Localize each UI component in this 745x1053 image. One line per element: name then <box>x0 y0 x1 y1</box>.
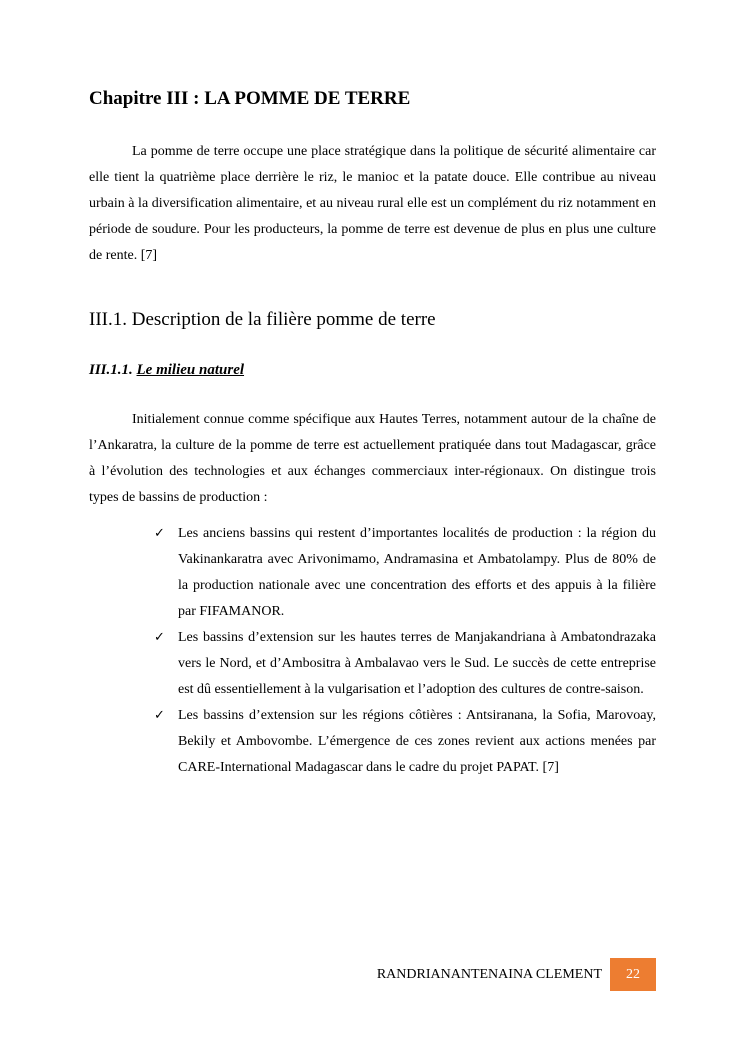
checkmark-icon: ✓ <box>154 526 165 541</box>
footer-author: RANDRIANANTENAINA CLEMENT <box>376 967 602 982</box>
milieu-naturel-paragraph: Initialement connue comme spécifique aux Hautes Terres, notamment autour de la chaîne de l’Ankaratra, la culture de la pomme de terre est actuellement pratiquée dans tout Madagascar, grâce à l’évolution des technologies et aux échanges commerciaux inter-régionaux. On distingue trois types de bassins de production : <box>89 412 656 505</box>
production-basins-list <box>154 521 656 781</box>
page-footer <box>89 958 656 991</box>
page-number-badge: 22 <box>610 958 656 991</box>
list-item-text: Les anciens bassins qui restent d’importantes localités de production : la région du Vakinankaratra avec Arivonimamo, Andramasina et Ambatolampy. Plus de 80% de la production nationale avec une concentration des efforts et des appuis à la filière par FIFAMANOR. <box>178 526 656 619</box>
subsection-title <box>89 362 244 379</box>
subsection-number: III.1.1. <box>89 362 133 378</box>
section-title: III.1. Description de la filière pomme de terre <box>89 309 436 330</box>
checkmark-icon: ✓ <box>154 630 165 645</box>
subsection-name: Le milieu naturel <box>136 362 245 378</box>
list-item-text: Les bassins d’extension sur les régions côtières : Antsiranana, la Sofia, Marovoay, Bekily et Ambovombe. L’émergence de ces zones revient aux actions menées par CARE-International Madagascar dans le cadre du projet PAPAT. [7] <box>178 708 656 775</box>
chapter-title: Chapitre III : LA POMME DE TERRE <box>89 88 411 109</box>
checkmark-icon: ✓ <box>154 708 165 723</box>
list-item <box>154 625 656 703</box>
list-item <box>154 703 656 781</box>
list-item-text: Les bassins d’extension sur les hautes terres de Manjakandriana à Ambatondrazaka vers le Nord, et d’Ambositra à Ambalavao vers le Sud. Le succès de cette entreprise est dû essentiellement à la vulgarisation et l’adoption des cultures de contre-saison. <box>178 630 656 697</box>
chapter-intro-paragraph: La pomme de terre occupe une place stratégique dans la politique de sécurité alimentaire car elle tient la quatrième place derrière le riz, le manioc et la patate douce. Elle contribue au niveau urbain à la diversification alimentaire, et au niveau rural elle est un complément du riz notamment en période de soudure. Pour les producteurs, la pomme de terre est devenue de plus en plus une culture de rente. [7] <box>89 144 656 263</box>
list-item <box>154 521 656 625</box>
